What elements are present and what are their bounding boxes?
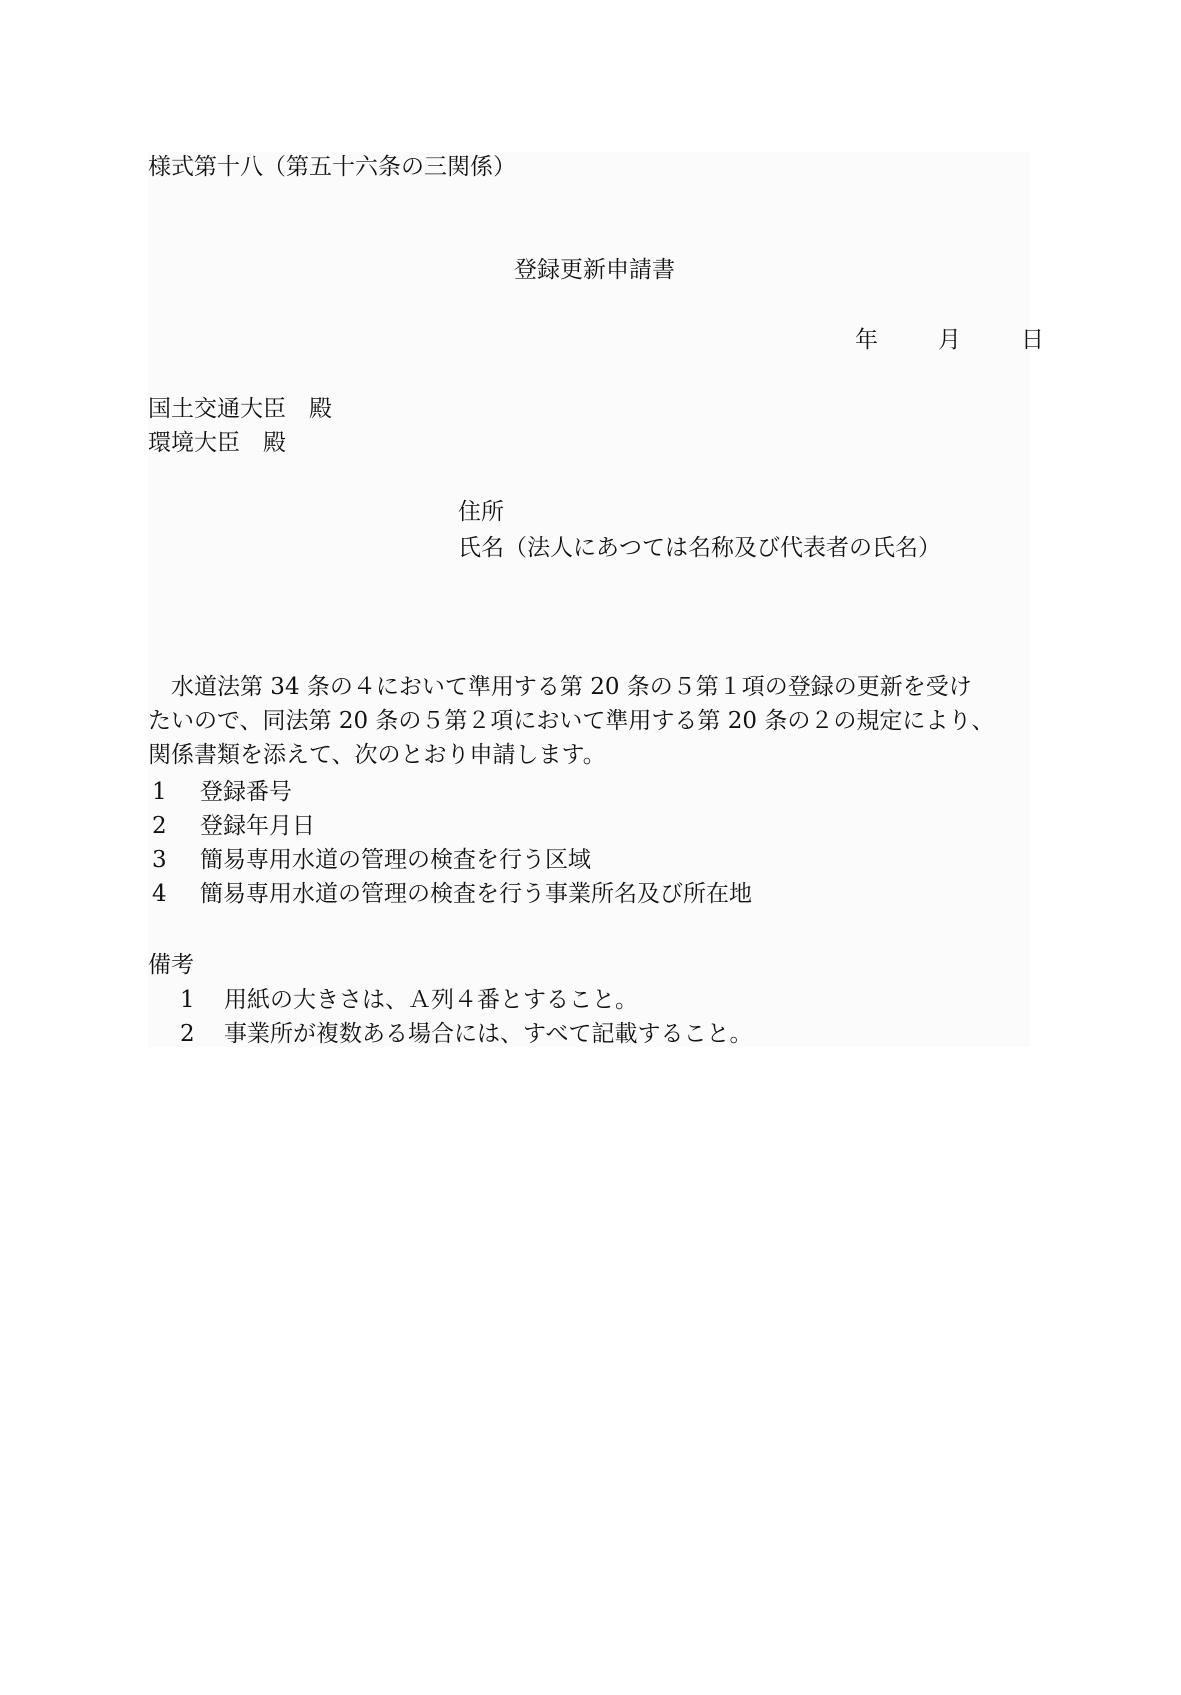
list-item	[152, 777, 292, 807]
date-line	[855, 325, 1044, 355]
addressee-environment: 環境大臣 殿	[148, 430, 286, 456]
list-item-text: 登録番号	[200, 779, 292, 805]
list-item-text: 簡易専用水道の管理の検査を行う区域	[200, 847, 591, 873]
document-title: 登録更新申請書	[514, 257, 675, 283]
remark-note-number: 2	[180, 1021, 195, 1047]
applicant-name-label: 氏名（法人にあつては名称及び代表者の氏名）	[458, 535, 941, 561]
list-item-number: 3	[152, 847, 167, 873]
date-month-label: 月	[938, 327, 961, 353]
text-area-background	[148, 152, 1030, 1047]
list-item-number: 4	[152, 881, 167, 907]
form-number: 様式第十八（第五十六条の三関係）	[148, 154, 516, 180]
remark-note	[180, 1019, 753, 1049]
addressee-mlit: 国土交通大臣 殿	[148, 396, 332, 422]
remark-note-text: 用紙の大きさは、Ａ列４番とすること。	[224, 987, 638, 1013]
body-text-line: たいので、同法第 20 条の５第２項において準用する第 20 条の２の規定により、	[148, 708, 995, 734]
remark-note-text: 事業所が複数ある場合には、すべて記載すること。	[224, 1021, 753, 1047]
body-text-line: 関係書類を添えて、次のとおり申請します。	[148, 742, 606, 768]
applicant-address-label: 住所	[458, 499, 504, 525]
remark-note	[180, 985, 638, 1015]
list-item	[152, 845, 591, 875]
remark-note-number: 1	[180, 987, 195, 1013]
list-item-number: 1	[152, 779, 167, 805]
body-text-line: 水道法第 34 条の４において準用する第 20 条の５第１項の登録の更新を受け	[148, 674, 972, 700]
date-year-label: 年	[855, 327, 878, 353]
date-day-label: 日	[1021, 327, 1044, 353]
list-item	[152, 879, 752, 909]
list-item-text: 簡易専用水道の管理の検査を行う事業所名及び所在地	[200, 881, 752, 907]
list-item-number: 2	[152, 813, 167, 839]
remarks-heading: 備考	[148, 952, 194, 978]
list-item	[152, 811, 315, 841]
list-item-text: 登録年月日	[200, 813, 315, 839]
